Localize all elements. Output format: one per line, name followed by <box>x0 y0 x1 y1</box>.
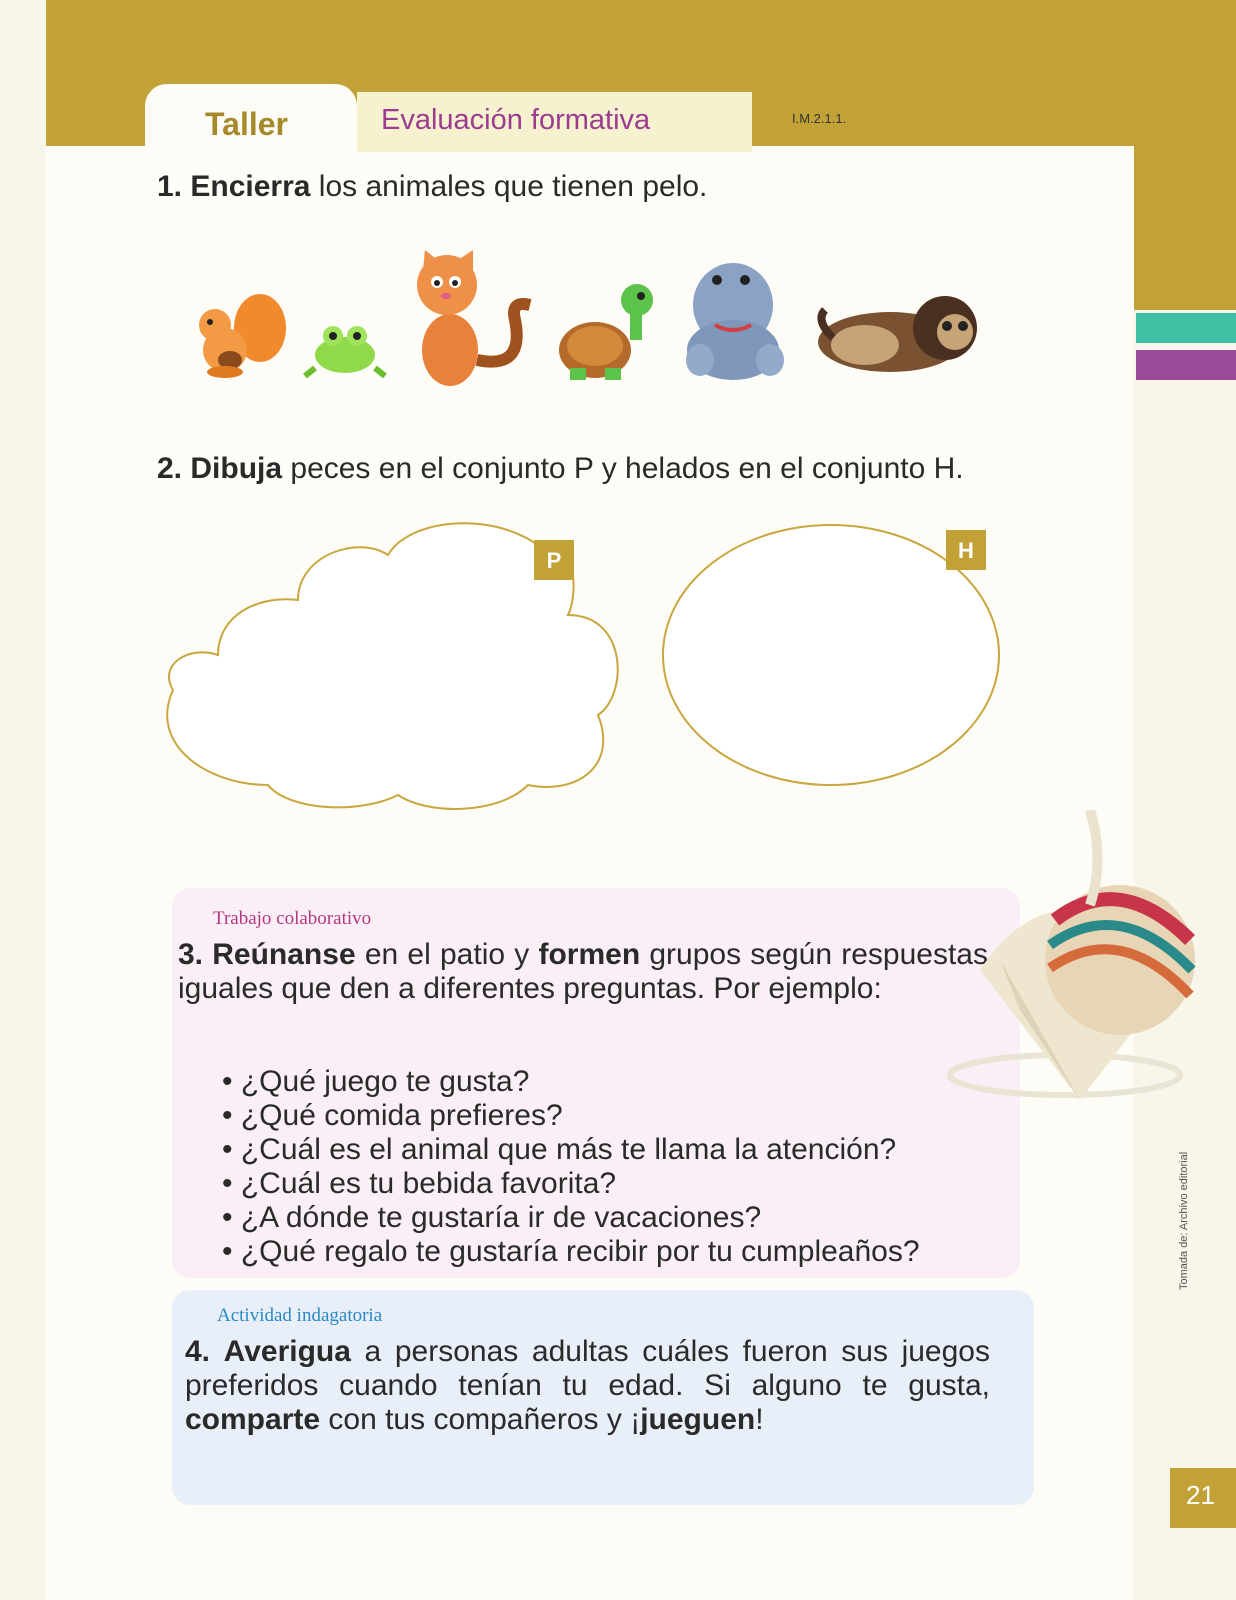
q4-text-b: con tus compañeros y ¡ <box>320 1403 641 1436</box>
q1-verb: Encierra <box>190 170 311 203</box>
dog-icon[interactable] <box>818 296 977 372</box>
turtle-icon[interactable] <box>559 284 653 380</box>
q3-text-b: grupos según respuestas iguales que den a diferentes preguntas. Por ejemplo: <box>178 938 988 1005</box>
q3-number: 3. <box>178 938 204 971</box>
set-h-label: H <box>958 538 974 563</box>
question-1 <box>157 170 707 204</box>
curriculum-code: I.M.2.1.1. <box>792 111 847 126</box>
squirrel-icon[interactable] <box>199 294 286 378</box>
question-list <box>222 1065 920 1269</box>
q4-text-c: ! <box>755 1403 764 1436</box>
q3-text-a: en el patio y <box>355 938 539 971</box>
list-item: • ¿Cuál es tu bebida favorita? <box>222 1167 920 1201</box>
q1-number: 1. <box>157 170 183 203</box>
question-3 <box>178 938 988 1006</box>
collaborative-heading: Trabajo colaborativo <box>213 908 372 929</box>
q4-number: 4. <box>185 1335 211 1368</box>
q4-verb: Averigua <box>223 1335 351 1368</box>
q4-verb3: jueguen <box>640 1403 756 1436</box>
set-p-label: P <box>546 548 562 573</box>
q2-number: 2. <box>157 452 183 485</box>
spinning-top-image <box>940 810 1220 1130</box>
section-label: Evaluación formativa <box>357 92 752 152</box>
sets-area <box>158 515 1028 825</box>
q4-verb2: comparte <box>185 1403 321 1436</box>
list-item: • ¿Qué juego te gusta? <box>222 1065 920 1099</box>
purple-stripe <box>1136 350 1236 380</box>
question-2 <box>157 452 964 486</box>
animals-row <box>185 250 1025 400</box>
image-credit: Tomada de: Archivo editorial <box>1178 1151 1190 1290</box>
q4-text-a: a personas adultas cuáles fueron sus juegos preferidos cuando tenían tu edad. Si alguno te gusta, <box>185 1335 990 1402</box>
list-item: • ¿Qué comida prefieres? <box>222 1099 920 1133</box>
list-item: • ¿Cuál es el animal que más te llama la atención? <box>222 1133 920 1167</box>
frog-icon[interactable] <box>305 326 385 376</box>
side-band <box>1134 0 1236 310</box>
list-item: • ¿Qué regalo te gustaría recibir por tu cumpleaños? <box>222 1235 920 1269</box>
q1-text: los animales que tienen pelo. <box>310 170 708 203</box>
cat-icon[interactable] <box>417 250 530 386</box>
q3-verb: Reúnanse <box>212 938 356 971</box>
question-4 <box>185 1335 990 1437</box>
q3-verb2: formen <box>538 938 641 971</box>
q2-verb: Dibuja <box>190 452 283 485</box>
teal-stripe <box>1136 313 1236 343</box>
taller-tab: Taller <box>145 84 357 164</box>
q2-text: peces en el conjunto P y helados en el conjunto H. <box>282 452 964 485</box>
page-number: 21 <box>1170 1468 1236 1528</box>
hippo-icon[interactable] <box>686 263 784 380</box>
list-item: • ¿A dónde te gustaría ir de vacaciones? <box>222 1201 920 1235</box>
inquiry-heading: Actividad indagatoria <box>217 1305 383 1326</box>
